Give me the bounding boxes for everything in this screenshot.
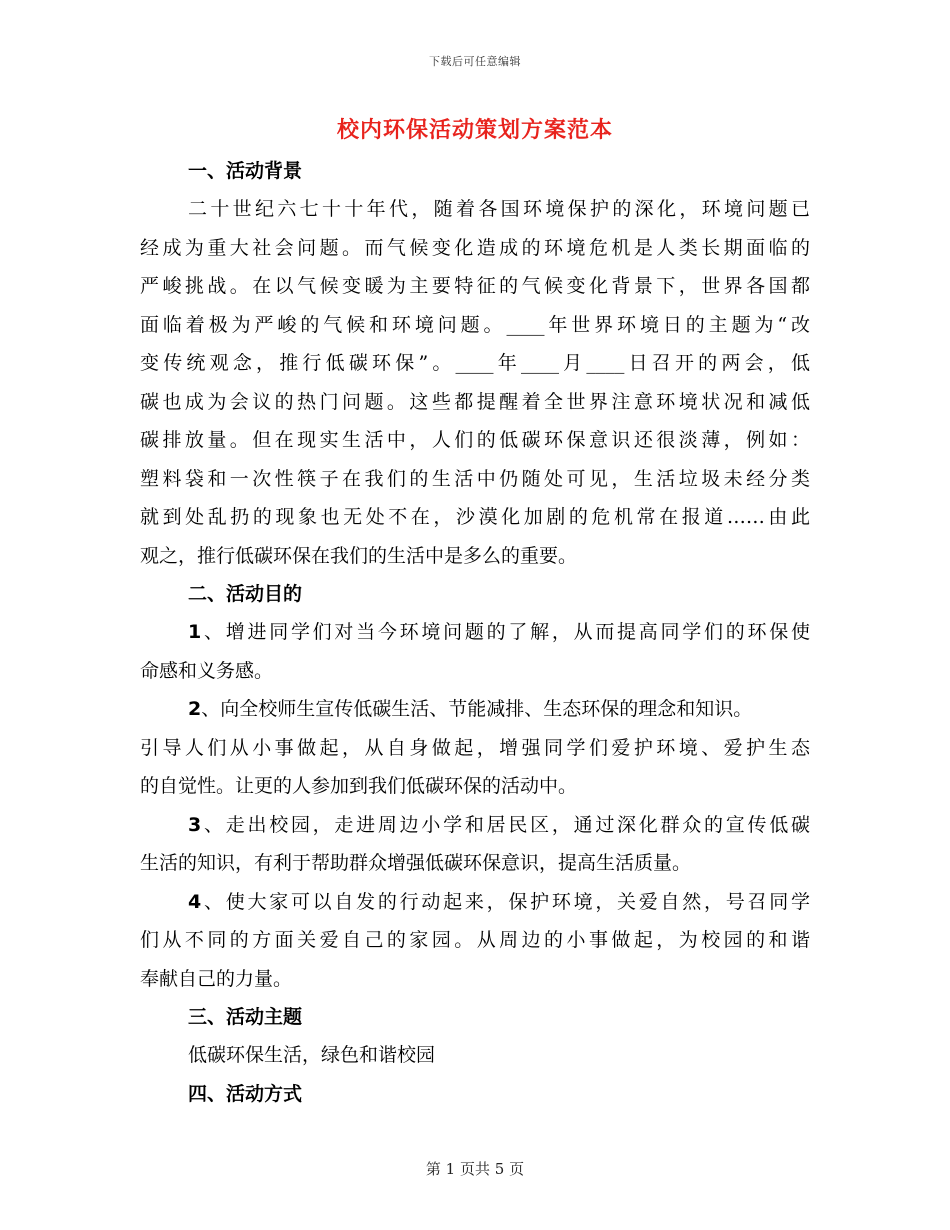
section-heading-purpose: 二、活动目的 [188,583,303,605]
text-line [140,883,810,922]
text-line: 严峻挑战。在以气候变暖为主要特征的气候变化背景下，世界各国都 [140,275,810,297]
page-footer: 第 1 页共 5 页 [425,1160,525,1178]
text-line: 的自觉性。让更的人参加到我们低碳环保的活动中。 [140,775,578,797]
text-line [140,613,810,652]
item-text: 、使大家可以自发的行动起来，保护环境，关爱自然，号召同学 [201,890,810,913]
document-body [140,152,810,1113]
background-paragraph [140,190,810,575]
text-line: 塑料袋和一次性筷子在我们的生活中仍随处可见，生活垃圾未经分类 [140,467,810,490]
document-title: 校内环保活动策划方案范本 [336,117,613,143]
text-line: 就到处乱扔的现象也无处不在，沙漠化加剧的危机常在报道……由此 [140,506,810,528]
text-line: 经成为重大社会问题。而气候变化造成的环境危机是人类长期面临的 [140,236,810,259]
item-number: 2 [188,698,202,720]
text-line: 变传统观念，推行低碳环保”。____年____月____日召开的两会，低 [140,352,810,374]
header-note: 下载后可任意编辑 [429,55,521,68]
purpose-item-3 [140,806,810,883]
text-line: 引导人们从小事做起，从自身做起，增强同学们爱护环境、爱护生态 [140,736,810,759]
purpose-item-1 [140,613,810,690]
theme-paragraph [140,1036,810,1075]
text-line [140,690,810,729]
text-line [140,806,810,845]
section-heading-background: 一、活动背景 [188,160,303,182]
item-number: 3 [188,813,202,836]
text-line: 命感和义务感。 [140,659,274,682]
item-text: 、走出校园，走进周边小学和居民区，通过深化群众的宣传低碳 [201,813,810,836]
text-line: 奉献自己的力量。 [140,967,293,990]
section-heading-method: 四、活动方式 [188,1082,303,1105]
text-line: 二十世纪六七十十年代，随着各国环境保护的深化，环境问题已 [188,198,810,220]
text-line: 生活的知识，有利于帮助群众增强低碳环保意识，提高生活质量。 [140,852,692,874]
item-number: 4 [188,890,202,913]
text-line: 低碳环保生活，绿色和谐校园 [188,1044,436,1066]
text-line: 碳也成为会议的热门问题。这些都提醒着全世界注意环境状况和减低 [140,390,810,413]
item-text: 、增进同学们对当今环境问题的了解，从而提高同学们的环保使 [201,621,810,643]
purpose-item-2 [140,690,810,806]
purpose-item-4 [140,883,810,999]
item-number: 1 [188,621,202,643]
text-line: 面临着极为严峻的气候和环境问题。____年世界环境日的主题为“改 [140,313,810,336]
text-line: 碳排放量。但在现实生活中，人们的低碳环保意识还很淡薄，例如： [140,429,810,451]
item-text: 、向全校师生宣传低碳生活、节能减排、生态环保的理念和知识。 [201,698,753,720]
text-line: 观之，推行低碳环保在我们的生活中是多么的重要。 [140,544,578,567]
text-line: 们从不同的方面关爱自己的家园。从周边的小事做起，为校园的和谐 [140,929,810,951]
section-heading-theme: 三、活动主题 [188,1006,303,1028]
